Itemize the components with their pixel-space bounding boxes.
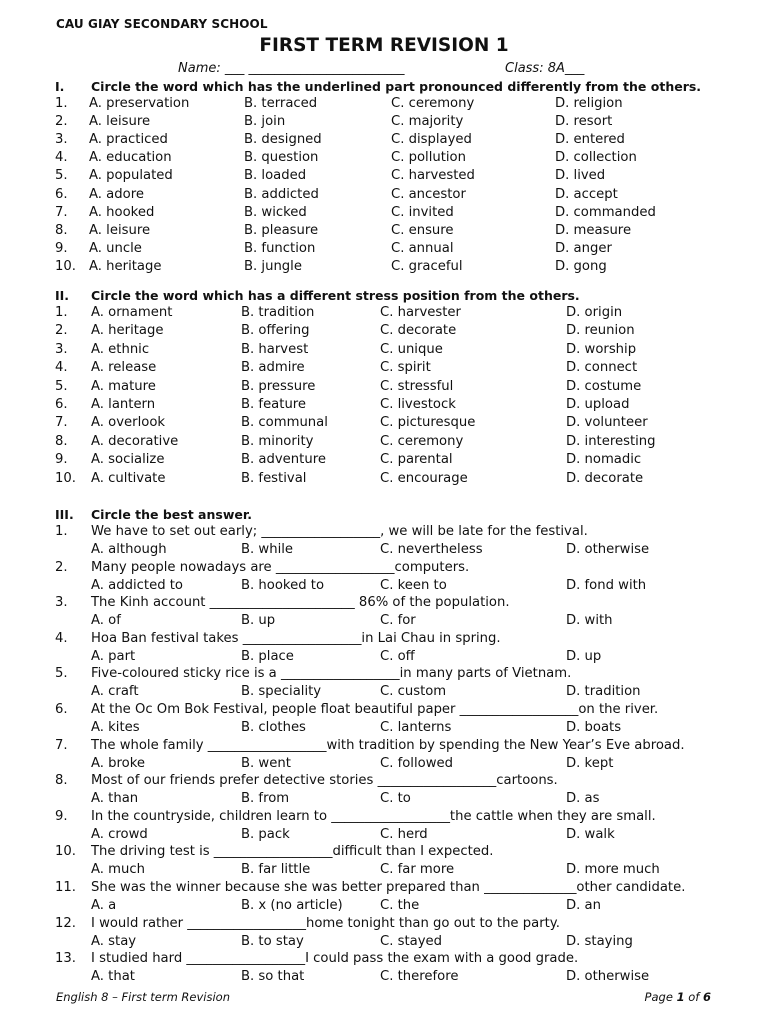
- class-field-line: Class: 8A___: [505, 61, 585, 76]
- answer-option: B. offering: [241, 323, 310, 339]
- question-text: Five-coloured sticky rice is a __________________in many parts of Vietnam.: [91, 666, 572, 682]
- answer-option: C. invited: [391, 204, 454, 220]
- answer-option: A. decorative: [91, 433, 179, 449]
- question-number: 10.: [55, 470, 76, 486]
- answer-option: D. kept: [566, 755, 614, 771]
- footer-page-number: [645, 990, 711, 1004]
- question-row: [55, 241, 755, 259]
- answer-option: C. far more: [380, 862, 455, 878]
- answer-option: B. while: [241, 542, 294, 557]
- answer-option: A. than: [91, 791, 139, 807]
- answer-option: A. stay: [91, 933, 137, 949]
- question-number: 10.: [55, 844, 76, 860]
- answer-option: D. accept: [555, 186, 618, 202]
- question-text: The whole family __________________with tradition by spending the New Year’s Eve abroad.: [91, 737, 685, 753]
- answer-option: D. an: [566, 898, 601, 913]
- answer-option: C. ceremony: [391, 96, 475, 111]
- answer-option: B. communal: [241, 415, 328, 431]
- answer-option: B. festival: [241, 470, 307, 486]
- answer-option: C. unique: [380, 341, 443, 357]
- answer-option: B. minority: [241, 433, 314, 449]
- answer-option: B. far little: [241, 862, 311, 878]
- answer-option: C. off: [380, 648, 415, 664]
- answer-option: A. craft: [91, 684, 139, 700]
- name-field-line: Name: ___ ________________________: [178, 61, 405, 76]
- question-text: We have to set out early; __________________, we will be late for the festival.: [91, 524, 588, 539]
- question-number: 8.: [55, 773, 68, 789]
- answer-option: B. speciality: [241, 684, 322, 700]
- section-1-heading: [55, 79, 701, 94]
- answer-option: A. much: [91, 862, 145, 878]
- answer-option: B. place: [241, 648, 294, 664]
- answer-option: B. pleasure: [244, 222, 319, 238]
- answer-option: C. for: [380, 613, 416, 629]
- question-row: [55, 96, 755, 114]
- answer-option: A. leisure: [89, 114, 151, 130]
- page-total: 6: [702, 990, 711, 1004]
- answer-option: A. part: [91, 648, 136, 664]
- answer-option: C. therefore: [380, 969, 459, 985]
- section-2-heading: [55, 288, 580, 303]
- question-row: [55, 132, 755, 150]
- answer-row: [55, 720, 755, 738]
- school-name: CAU GIAY SECONDARY SCHOOL: [56, 17, 268, 31]
- answer-option: D. origin: [566, 305, 623, 320]
- question-number: 4.: [55, 360, 68, 376]
- answer-option: A. adore: [89, 186, 144, 202]
- answer-option: D. fond with: [566, 577, 647, 593]
- answer-option: C. picturesque: [380, 415, 476, 431]
- page-of: of: [688, 990, 700, 1004]
- answer-option: A. lantern: [91, 397, 156, 412]
- answer-option: D. otherwise: [566, 542, 650, 557]
- page-title: FIRST TERM REVISION 1: [259, 35, 509, 56]
- answer-option: D. volunteer: [566, 415, 648, 431]
- answer-row: [55, 542, 755, 560]
- answer-option: C. to: [380, 791, 411, 807]
- question-number: 1.: [55, 305, 68, 320]
- answer-option: B. adventure: [241, 452, 326, 468]
- answer-option: C. followed: [380, 755, 453, 771]
- section-2-heading-instruction: Circle the word which has a different stress position from the others.: [91, 288, 580, 303]
- question-row: [55, 434, 755, 452]
- answer-option: B. so that: [241, 969, 305, 985]
- question-number: 7.: [55, 415, 68, 431]
- question-row: [55, 223, 755, 241]
- answer-option: A. a: [91, 898, 117, 913]
- answer-option: D. resort: [555, 114, 613, 130]
- answer-option: A. of: [91, 613, 121, 629]
- question-number: 8.: [55, 222, 68, 238]
- section-3-heading-instruction: Circle the best answer.: [91, 507, 252, 522]
- question-row: [55, 397, 755, 415]
- question-row: [55, 323, 755, 341]
- question-number: 6.: [55, 186, 68, 202]
- answer-option: B. harvest: [241, 341, 309, 357]
- question-row: [55, 415, 755, 433]
- answer-option: D. staying: [566, 933, 633, 949]
- answer-option: C. stressful: [380, 378, 454, 394]
- answer-option: C. harvester: [380, 305, 461, 320]
- answer-option: C. displayed: [391, 132, 472, 148]
- answer-option: C. nevertheless: [380, 542, 483, 557]
- answer-option: A. preservation: [89, 96, 190, 111]
- answer-option: D. walk: [566, 826, 615, 842]
- answer-option: C. lanterns: [380, 720, 452, 735]
- answer-option: C. ensure: [391, 222, 454, 238]
- question-number: 3.: [55, 132, 68, 148]
- answer-option: C. livestock: [380, 397, 456, 412]
- answer-option: D. anger: [555, 240, 612, 256]
- question-row: [55, 150, 755, 168]
- answer-option: D. upload: [566, 397, 630, 412]
- question-number: 4.: [55, 150, 68, 166]
- answer-option: B. join: [244, 114, 286, 130]
- answer-option: A. hooked: [89, 204, 155, 220]
- question-number: 9.: [55, 452, 68, 468]
- question-text: In the countryside, children learn to __________________the cattle when they are small.: [91, 808, 656, 824]
- answer-option: D. measure: [555, 222, 632, 238]
- answer-option: B. designed: [244, 132, 322, 148]
- answer-option: B. tradition: [241, 305, 315, 320]
- answer-option: A. that: [91, 969, 135, 985]
- answer-option: D. nomadic: [566, 452, 642, 468]
- answer-option: C. annual: [391, 240, 454, 256]
- question-number: 11.: [55, 880, 76, 895]
- question-row: [55, 187, 755, 205]
- answer-option: B. pack: [241, 826, 290, 842]
- section-1-heading-numeral: I.: [55, 79, 65, 94]
- answer-option: B. to stay: [241, 933, 304, 949]
- answer-row: [55, 649, 755, 667]
- answer-option: D. tradition: [566, 684, 641, 700]
- answer-option: B. x (no article): [241, 898, 343, 913]
- question-row: [55, 114, 755, 132]
- answer-option: B. went: [241, 755, 291, 771]
- answer-option: D. commanded: [555, 204, 656, 220]
- answer-option: B. from: [241, 791, 290, 807]
- answer-option: C. majority: [391, 114, 464, 130]
- answer-row: [55, 862, 755, 880]
- section-3-heading-numeral: III.: [55, 507, 74, 522]
- answer-option: A. ornament: [91, 305, 173, 320]
- question-text: At the Oc Om Bok Festival, people float beautiful paper __________________on the river.: [91, 702, 659, 717]
- answer-row: [55, 756, 755, 774]
- answer-option: A. cultivate: [91, 470, 166, 486]
- answer-option: A. although: [91, 542, 167, 557]
- answer-option: A. heritage: [89, 258, 162, 274]
- footer-course: English 8 – First term Revision: [56, 990, 230, 1004]
- page-label: Page: [644, 990, 673, 1004]
- answer-option: C. parental: [380, 452, 453, 468]
- answer-option: D. religion: [555, 96, 623, 111]
- question-number: 3.: [55, 595, 68, 611]
- answer-option: B. feature: [241, 397, 307, 412]
- question-number: 3.: [55, 341, 68, 357]
- answer-option: B. admire: [241, 360, 305, 376]
- question-row: [55, 360, 755, 378]
- answer-option: A. populated: [89, 168, 173, 184]
- question-number: 7.: [55, 204, 68, 220]
- question-row: [55, 205, 755, 223]
- answer-row: [55, 969, 755, 987]
- answer-option: D. reunion: [566, 323, 635, 339]
- answer-option: C. encourage: [380, 470, 468, 486]
- answer-row: [55, 791, 755, 809]
- answer-option: A. crowd: [91, 826, 148, 842]
- answer-option: A. practiced: [89, 132, 168, 148]
- question-row: [55, 342, 755, 360]
- answer-option: A. overlook: [91, 415, 166, 431]
- answer-option: C. herd: [380, 826, 428, 842]
- answer-option: D. otherwise: [566, 969, 650, 985]
- question-number: 13.: [55, 951, 76, 967]
- question-text: Most of our friends prefer detective stories __________________cartoons.: [91, 773, 558, 789]
- question-row: [55, 452, 755, 470]
- answer-option: C. keen to: [380, 577, 447, 593]
- question-row: [55, 305, 755, 323]
- answer-option: B. terraced: [244, 96, 318, 111]
- answer-option: A. release: [91, 360, 157, 376]
- answer-option: D. boats: [566, 720, 622, 735]
- question-text: She was the winner because she was better prepared than ______________other candidate.: [91, 880, 686, 895]
- answer-row: [55, 934, 755, 952]
- question-number: 2.: [55, 114, 68, 130]
- answer-option: A. mature: [91, 378, 156, 394]
- answer-option: D. decorate: [566, 470, 644, 486]
- answer-option: A. uncle: [89, 240, 142, 256]
- answer-option: B. pressure: [241, 378, 316, 394]
- question-number: 2.: [55, 323, 68, 339]
- answer-option: D. interesting: [566, 433, 656, 449]
- page-current: 1: [676, 990, 685, 1004]
- answer-option: C. harvested: [391, 168, 475, 184]
- answer-option: B. up: [241, 613, 276, 629]
- question-number: 6.: [55, 702, 68, 717]
- answer-option: D. with: [566, 613, 613, 629]
- question-row: [55, 259, 755, 277]
- section-2-heading-numeral: II.: [55, 288, 70, 303]
- answer-option: B. clothes: [241, 720, 306, 735]
- answer-option: A. heritage: [91, 323, 164, 339]
- answer-option: A. addicted to: [91, 577, 183, 593]
- answer-option: D. more much: [566, 862, 660, 878]
- answer-option: B. addicted: [244, 186, 319, 202]
- section-1-heading-instruction: Circle the word which has the underlined part pronounced differently from the others.: [91, 79, 702, 94]
- answer-row: [55, 578, 755, 596]
- question-number: 5.: [55, 666, 68, 682]
- answer-option: D. costume: [566, 378, 642, 394]
- question-number: 10.: [55, 258, 76, 274]
- answer-option: A. broke: [91, 755, 146, 771]
- answer-option: C. ceremony: [380, 433, 464, 449]
- answer-option: D. collection: [555, 150, 637, 166]
- answer-row: [55, 827, 755, 845]
- answer-option: C. custom: [380, 684, 447, 700]
- answer-option: A. kites: [91, 720, 140, 735]
- question-text: The Kinh account ______________________ 86% of the population.: [91, 595, 510, 611]
- answer-option: B. wicked: [244, 204, 307, 220]
- answer-option: D. connect: [566, 360, 638, 376]
- question-number: 9.: [55, 808, 68, 824]
- question-number: 9.: [55, 240, 68, 256]
- answer-option: B. loaded: [244, 168, 307, 184]
- answer-option: D. as: [566, 791, 600, 807]
- answer-option: B. question: [244, 150, 319, 166]
- question-text: Many people nowadays are __________________computers.: [91, 559, 470, 575]
- question-number: 5.: [55, 378, 68, 394]
- answer-option: B. function: [244, 240, 316, 256]
- answer-option: A. leisure: [89, 222, 151, 238]
- question-number: 2.: [55, 559, 68, 575]
- question-text: The driving test is __________________difficult than I expected.: [91, 844, 494, 860]
- answer-row: [55, 684, 755, 702]
- question-number: 8.: [55, 433, 68, 449]
- answer-row: [55, 898, 755, 916]
- answer-option: D. entered: [555, 132, 625, 148]
- question-row: [55, 168, 755, 186]
- section-3-heading: [55, 507, 252, 522]
- answer-option: A. ethnic: [91, 341, 150, 357]
- answer-option: C. the: [380, 898, 420, 913]
- answer-option: C. ancestor: [391, 186, 466, 202]
- answer-option: C. graceful: [391, 258, 463, 274]
- answer-row: [55, 613, 755, 631]
- question-number: 4.: [55, 630, 68, 646]
- answer-option: C. stayed: [380, 933, 443, 949]
- question-number: 12.: [55, 915, 76, 931]
- question-number: 7.: [55, 737, 68, 753]
- answer-option: A. education: [89, 150, 172, 166]
- answer-option: B. jungle: [244, 258, 302, 274]
- answer-option: D. lived: [555, 168, 606, 184]
- question-number: 1.: [55, 524, 68, 539]
- question-number: 6.: [55, 397, 68, 412]
- answer-option: C. decorate: [380, 323, 457, 339]
- question-number: 1.: [55, 96, 68, 111]
- answer-option: D. gong: [555, 258, 607, 274]
- question-row: [55, 379, 755, 397]
- answer-option: D. worship: [566, 341, 637, 357]
- answer-option: B. hooked to: [241, 577, 325, 593]
- question-text: I studied hard __________________I could pass the exam with a good grade.: [91, 951, 579, 967]
- answer-option: C. pollution: [391, 150, 466, 166]
- answer-option: D. up: [566, 648, 602, 664]
- answer-option: A. socialize: [91, 452, 165, 468]
- question-row: [55, 471, 755, 489]
- question-number: 5.: [55, 168, 68, 184]
- question-text: Hoa Ban festival takes __________________in Lai Chau in spring.: [91, 630, 501, 646]
- question-text: I would rather __________________home tonight than go out to the party.: [91, 915, 560, 931]
- answer-option: C. spirit: [380, 360, 431, 376]
